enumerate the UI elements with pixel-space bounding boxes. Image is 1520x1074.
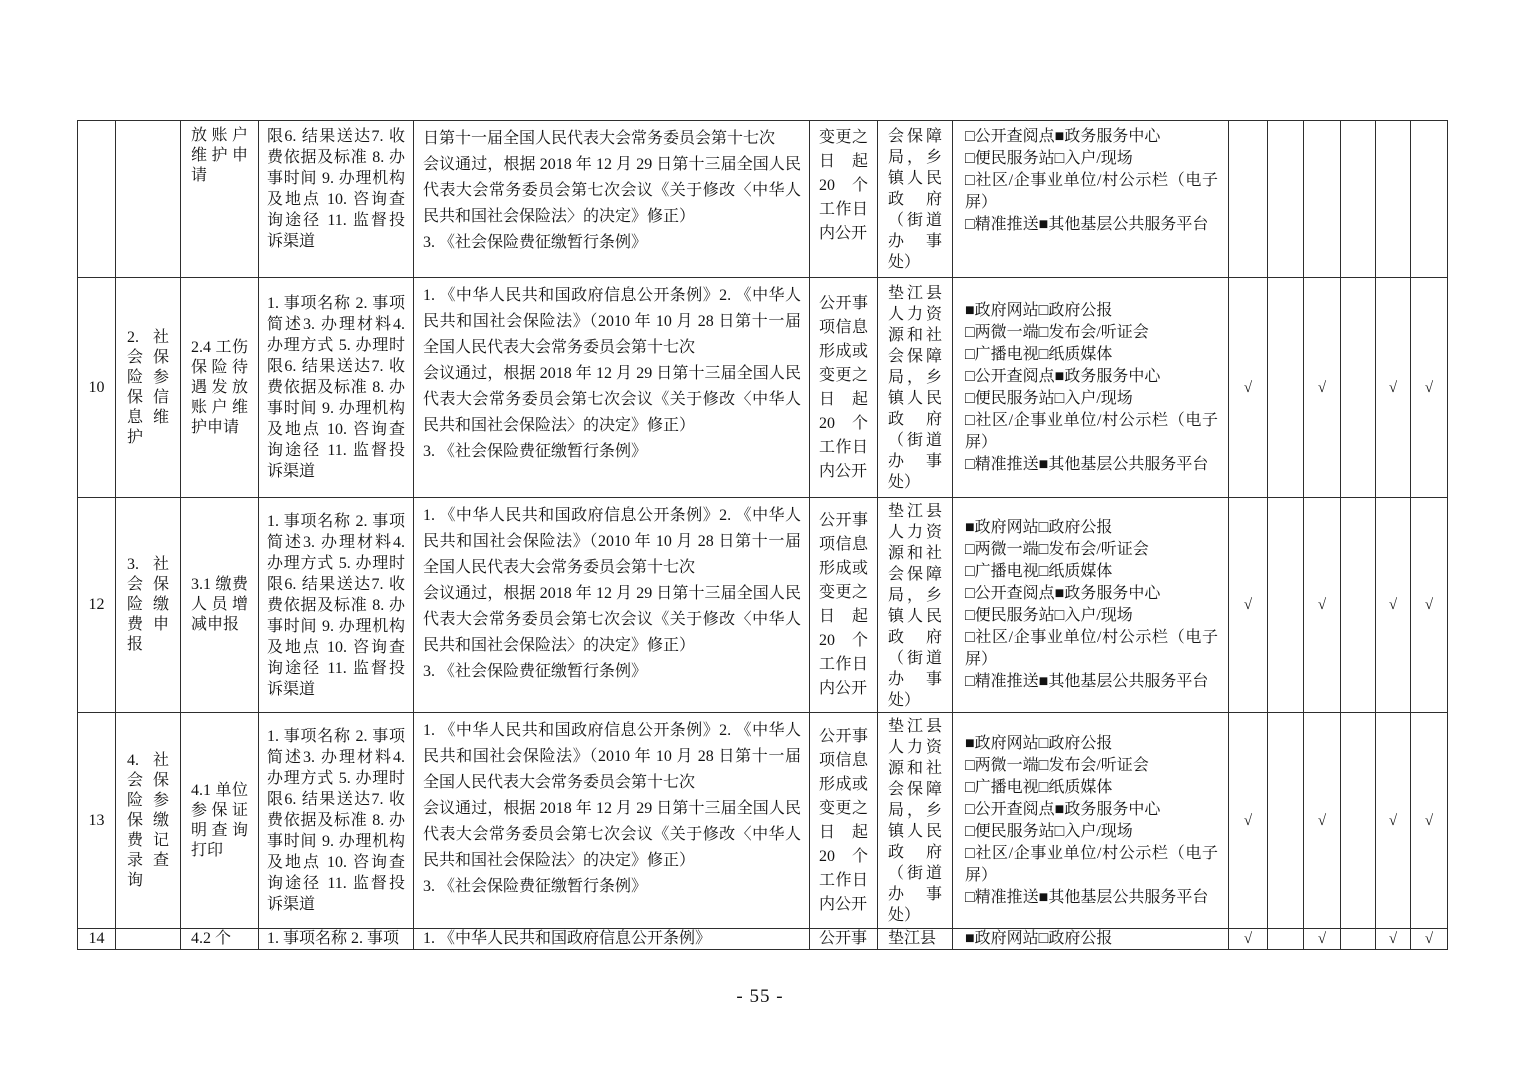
disclosure-table — [77, 120, 1448, 950]
check-cell: √ — [1388, 931, 1398, 947]
category-cell — [116, 121, 180, 126]
time-limit-cell: 公开事项信息形成或变更之日起 20 个工作日内公开 — [819, 294, 868, 480]
subject-cell: 垫江县 — [888, 930, 937, 947]
check-cell: √ — [1317, 931, 1327, 947]
list-line: 会议通过，根据 2018 年 12 月 29 日第十三届全国人民代表大会常务委员会第七次会议《关于修改〈中华人民共和国社会保险法〉的决定》修正） — [423, 585, 801, 654]
list-line: 3. 《社会保险费征缴暂行条例》 — [423, 663, 648, 680]
check-cell: √ — [1388, 379, 1398, 396]
content-cell: 1. 事项名称 2. 事项 — [267, 930, 400, 947]
list-line: □公开查阅点■政务服务中心 — [965, 800, 1161, 818]
list-line: ■政府网站□政府公报 — [965, 519, 1113, 536]
check-cell: √ — [1388, 812, 1398, 829]
category-cell: 3. 社会保险缴费申报 — [127, 556, 169, 653]
check-cell: √ — [1317, 597, 1327, 613]
list-line: □社区/企事业单位/村公示栏（电子屏） — [965, 172, 1218, 211]
list-line: 1. 《中华人民共和国政府信息公开条例》2. 《中华人民共和国社会保险法》（2010 年 10 月 28 日第十一届全国人民代表大会常务委员会第十七次 — [423, 507, 801, 576]
item-name-cell: 4.1 单位参保证明查询打印 — [191, 781, 248, 859]
check-cell — [1411, 121, 1447, 126]
category-cell: 4. 社会保险参保缴费记录查询 — [127, 751, 169, 889]
time-limit-cell: 公开事项信息形成或变更之日起 20 个工作日内公开 — [819, 512, 868, 697]
list-line: □便民服务站□入户/现场 — [965, 607, 1133, 624]
check-cell — [1341, 121, 1375, 126]
channels-cell — [953, 929, 1228, 949]
channels-cell — [953, 517, 1228, 693]
item-name-cell: 2.4 工伤保险待遇发放账户维护申请 — [191, 338, 248, 436]
content-cell: 1. 事项名称 2. 事项简述3. 办理材料4. 办理方式 5. 办理时限6. 结果送达7. 收费依据及标准 8. 办事时间 9. 办理机构及地点 10. 咨询查询途径 11. 监督投诉渠道 — [267, 512, 405, 698]
row-number: 14 — [88, 930, 105, 947]
list-line: 1. 《中华人民共和国政府信息公开条例》2. 《中华人民共和国社会保险法》（2010 年 10 月 28 日第十一届全国人民代表大会常务委员会第十七次 — [423, 287, 801, 356]
table-row — [78, 498, 1448, 713]
list-line: 会议通过，根据 2018 年 12 月 29 日第十三届全国人民代表大会常务委员会第七次会议《关于修改〈中华人民共和国社会保险法〉的决定》修正） — [423, 365, 801, 434]
list-line: □社区/企事业单位/村公示栏（电子屏） — [965, 411, 1218, 451]
list-line: □便民服务站□入户/现场 — [965, 822, 1133, 840]
legal-basis-cell — [414, 929, 809, 949]
channels-cell — [953, 733, 1228, 909]
list-line: □社区/企事业单位/村公示栏（电子屏） — [965, 629, 1218, 668]
row-number: 10 — [88, 378, 105, 396]
time-limit-cell: 公开事项信息形成或变更之日起 20 个工作日内公开 — [819, 727, 868, 913]
list-line: 3. 《社会保险费征缴暂行条例》 — [423, 878, 648, 895]
list-line: □精准推送■其他基层公共服务平台 — [965, 455, 1209, 473]
content-cell: 限6. 结果送达7. 收费依据及标准 8. 办事时间 9. 办理机构及地点 10. 咨询查询途径 11. 监督投诉渠道 — [267, 128, 405, 250]
list-line: □广播电视□纸质媒体 — [965, 563, 1113, 580]
channels-cell — [953, 300, 1228, 476]
check-cell: √ — [1424, 812, 1434, 829]
list-line: □公开查阅点■政务服务中心 — [965, 367, 1161, 385]
list-line: 1. 《中华人民共和国政府信息公开条例》 — [423, 930, 712, 947]
content-cell: 1. 事项名称 2. 事项简述3. 办理材料4. 办理方式 5. 办理时限6. 结果送达7. 收费依据及标准 8. 办事时间 9. 办理机构及地点 10. 咨询查询途径 11. 监督投诉渠道 — [267, 728, 405, 913]
table-row — [78, 929, 1448, 950]
list-line: ■政府网站□政府公报 — [965, 301, 1113, 319]
list-line: 3. 《社会保险费征缴暂行条例》 — [423, 234, 648, 251]
legal-basis-cell — [414, 121, 809, 256]
item-name-cell: 3.1 缴费人员增减申报 — [191, 576, 248, 633]
check-cell: √ — [1424, 931, 1434, 947]
check-cell: √ — [1243, 379, 1253, 396]
check-cell: √ — [1424, 379, 1434, 396]
check-cell — [1304, 121, 1340, 126]
category-cell: 2. 社会保险参保信息维护 — [127, 328, 169, 446]
subject-cell: 会保障局，乡镇人民政府（街道办事处） — [888, 128, 942, 271]
check-cell: √ — [1317, 379, 1327, 396]
subject-cell: 垫江县人力资源和社会保障局，乡镇人民政府（街道办事处） — [888, 717, 942, 924]
row-number: 12 — [88, 596, 105, 613]
check-cell: √ — [1317, 812, 1327, 829]
item-name-cell: 4.2 个 — [191, 930, 232, 947]
legal-basis-cell — [414, 498, 809, 685]
list-line: □两微一端□发布会/听证会 — [965, 323, 1149, 341]
list-line: 会议通过，根据 2018 年 12 月 29 日第十三届全国人民代表大会常务委员会第七次会议《关于修改〈中华人民共和国社会保险法〉的决定》修正） — [423, 156, 801, 225]
list-line: □精准推送■其他基层公共服务平台 — [965, 216, 1209, 233]
time-limit-cell: 公开事 — [819, 930, 868, 947]
table-row — [78, 278, 1448, 498]
row-number — [78, 121, 115, 126]
list-line: □两微一端□发布会/听证会 — [965, 541, 1149, 558]
row-number: 13 — [88, 811, 105, 829]
list-line: □精准推送■其他基层公共服务平台 — [965, 673, 1209, 690]
list-line: □便民服务站□入户/现场 — [965, 389, 1133, 407]
check-cell: √ — [1388, 597, 1398, 613]
subject-cell: 垫江县人力资源和社会保障局，乡镇人民政府（街道办事处） — [888, 502, 942, 709]
list-line: □两微一端□发布会/听证会 — [965, 756, 1149, 774]
check-cell: √ — [1424, 597, 1434, 613]
list-line: 3. 《社会保险费征缴暂行条例》 — [423, 443, 648, 460]
list-line: ■政府网站□政府公报 — [965, 734, 1113, 752]
check-cell — [1229, 121, 1267, 126]
check-cell: √ — [1243, 931, 1253, 947]
list-line: □广播电视□纸质媒体 — [965, 345, 1113, 363]
check-cell — [1376, 121, 1410, 126]
table-row — [78, 713, 1448, 929]
subject-cell: 垫江县人力资源和社会保障局，乡镇人民政府（街道办事处） — [888, 284, 942, 491]
page-number: - 55 - — [736, 986, 784, 1007]
list-line: 1. 《中华人民共和国政府信息公开条例》2. 《中华人民共和国社会保险法》（2010 年 10 月 28 日第十一届全国人民代表大会常务委员会第十七次 — [423, 722, 801, 791]
list-line: □公开查阅点■政务服务中心 — [965, 585, 1161, 602]
item-name-cell: 放账户维护申请 — [191, 127, 248, 184]
legal-basis-cell — [414, 278, 809, 465]
list-line: ■政府网站□政府公报 — [965, 930, 1113, 947]
table-row — [78, 121, 1448, 278]
check-cell: √ — [1243, 597, 1253, 613]
list-line: □社区/企事业单位/村公示栏（电子屏） — [965, 844, 1218, 884]
legal-basis-cell — [414, 713, 809, 900]
list-line: □公开查阅点■政务服务中心 — [965, 128, 1161, 145]
list-line: □便民服务站□入户/现场 — [965, 150, 1133, 167]
check-cell — [1268, 121, 1303, 126]
content-cell: 1. 事项名称 2. 事项简述3. 办理材料4. 办理方式 5. 办理时限6. 结果送达7. 收费依据及标准 8. 办事时间 9. 办理机构及地点 10. 咨询查询途径 11. 监督投诉渠道 — [267, 295, 405, 480]
check-cell: √ — [1243, 812, 1253, 829]
channels-cell — [953, 121, 1228, 236]
time-limit-cell: 变更之日起 20 个工作日内公开 — [819, 129, 868, 242]
list-line: 会议通过，根据 2018 年 12 月 29 日第十三届全国人民代表大会常务委员会第七次会议《关于修改〈中华人民共和国社会保险法〉的决定》修正） — [423, 800, 801, 869]
list-line: 日第十一届全国人民代表大会常务委员会第十七次 — [423, 130, 776, 147]
list-line: □精准推送■其他基层公共服务平台 — [965, 888, 1209, 906]
list-line: □广播电视□纸质媒体 — [965, 778, 1113, 796]
